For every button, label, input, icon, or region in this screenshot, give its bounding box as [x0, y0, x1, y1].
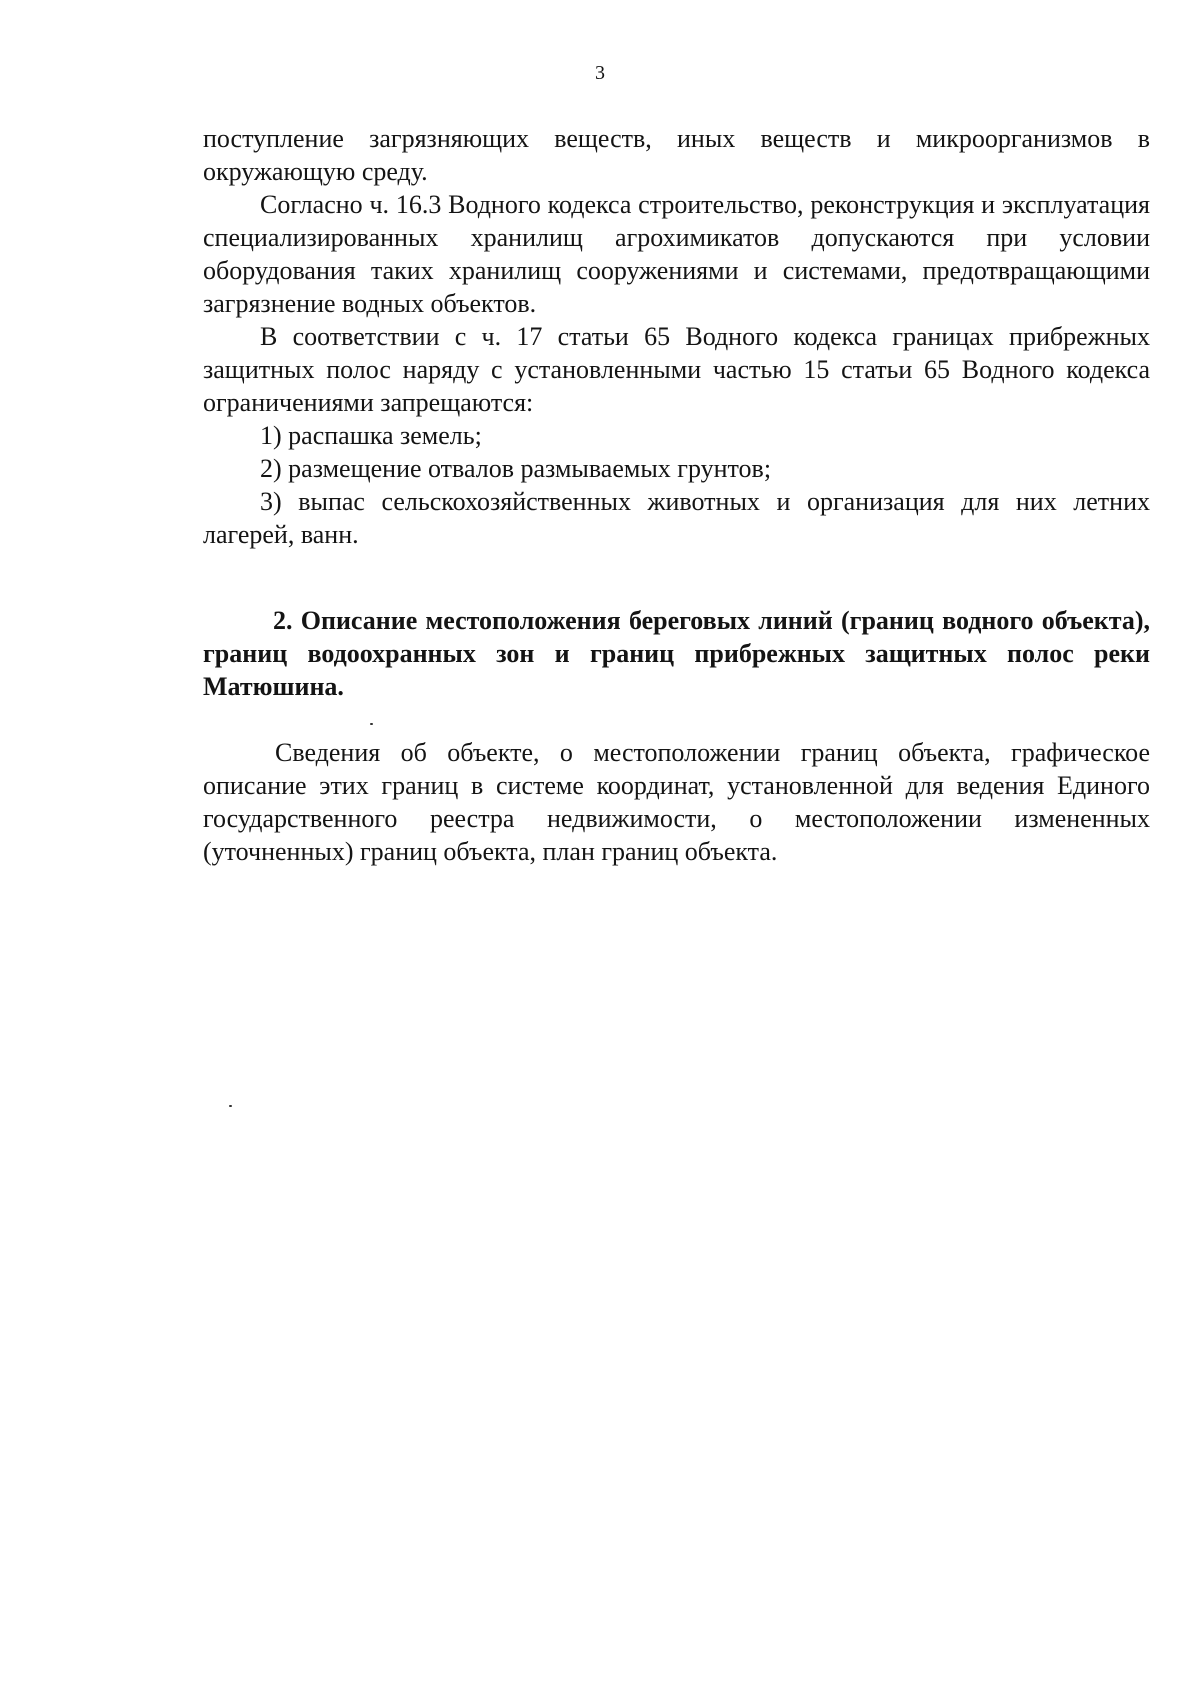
page-number: 3 [595, 62, 605, 84]
section-heading: 2. Описание местоположения береговых линий (границ водного объекта), границ водоохранных зон и границ прибрежных защитных полос реки Матюшина. [203, 606, 1150, 701]
section-text [203, 736, 1150, 868]
list-item: 3) выпас сельскохозяйственных животных и организация для них летних лагерей, ванн. [203, 487, 1150, 549]
scan-speck [370, 723, 373, 725]
scan-speck [229, 1105, 232, 1107]
paragraph-object-info: Сведения об объекте, о местоположении границ объекта, графическое описание этих границ в системе координат, установленной для ведения Единого государственного реестра недвижимости, о местоположении измененных (уточненных) границ объекта, план границ объекта. [203, 738, 1150, 866]
paragraph-storage-requirements: Согласно ч. 16.3 Водного кодекса строительство, реконструкция и эксплуатация специализированных хранилищ агрохимикатов допускаются при условии оборудования таких хранилищ сооружениями и системами, предотвращающими загрязнение водных объектов. [203, 190, 1150, 318]
prohibitions-list [203, 419, 1150, 551]
body-text [203, 122, 1150, 551]
paragraph-prohibitions-intro: В соответствии с ч. 17 статьи 65 Водного кодекса границах прибрежных защитных полос наряду с установленными частью 15 статьи 65 Водного кодекса ограничениями запрещаются: [203, 322, 1150, 417]
list-item: 2) размещение отвалов размываемых грунтов; [260, 454, 772, 483]
list-item: 1) распашка земель; [260, 421, 482, 450]
paragraph-continuation: поступление загрязняющих веществ, иных веществ и микроорганизмов в окружающую среду. [203, 124, 1150, 186]
